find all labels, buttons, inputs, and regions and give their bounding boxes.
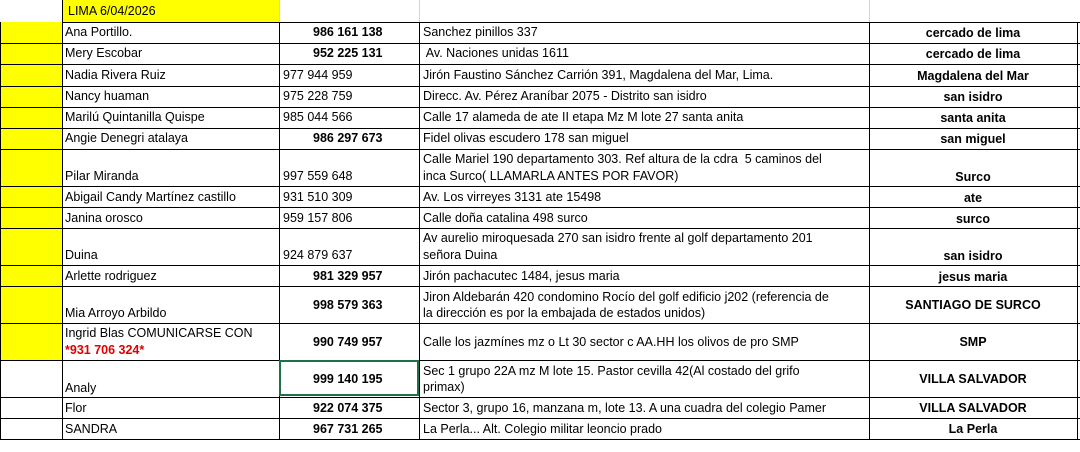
phone-cell[interactable]: 952 225 131 (313, 46, 383, 60)
address-cell-line2[interactable]: la dirección es por la embajada de estados unidos) (423, 306, 706, 320)
phone-cell[interactable]: 977 944 959 (283, 68, 353, 82)
district-cell[interactable]: surco (955, 212, 991, 226)
address-cell-line1[interactable]: Sec 1 grupo 22A mz M lote 15. Pastor cevilla 42(Al costado del grifo (423, 364, 800, 378)
name-cell[interactable]: Abigail Candy Martínez castillo (65, 190, 236, 204)
address-cell[interactable]: Sector 3, grupo 16, manzana m, lote 13. A una cuadra del colegio Pamer (423, 401, 827, 415)
phone-cell[interactable]: 975 228 759 (283, 89, 353, 103)
name-cell[interactable]: SANDRA (65, 422, 118, 436)
district-cell[interactable]: VILLA SALVADOR (919, 401, 1027, 415)
name-cell[interactable]: Marilú Quintanilla Quispe (65, 110, 205, 124)
phone-cell[interactable]: 998 579 363 (313, 298, 383, 312)
row-border (0, 186, 1080, 187)
row-border (0, 418, 1080, 419)
marker-column-fill (0, 22, 62, 361)
name-cell[interactable]: Mery Escobar (65, 46, 143, 60)
row-border (0, 43, 1080, 44)
row-border (0, 228, 1080, 229)
name-cell[interactable]: Arlette rodriguez (65, 269, 157, 283)
selected-cell-outline (279, 360, 419, 396)
address-cell[interactable]: Calle doña catalina 498 surco (423, 211, 588, 225)
district-cell[interactable]: san isidro (943, 249, 1003, 263)
phone-cell[interactable]: 959 157 806 (283, 211, 353, 225)
name-cell[interactable]: Pilar Miranda (65, 169, 139, 183)
row-border (0, 64, 1080, 65)
name-cell[interactable]: Nadia Rivera Ruiz (65, 68, 166, 82)
phone-cell[interactable]: 931 510 309 (283, 190, 353, 204)
phone-cell[interactable]: 999 140 195 (313, 372, 383, 386)
col-border (62, 0, 63, 439)
row-border (0, 265, 1080, 266)
name-cell[interactable]: Duina (65, 248, 98, 262)
name-cell[interactable]: Ingrid Blas COMUNICARSE CON (65, 326, 253, 340)
address-cell[interactable]: La Perla... Alt. Colegio militar leoncio prado (423, 422, 663, 436)
row-border (0, 397, 1080, 398)
row-border (0, 86, 1080, 87)
address-cell[interactable]: Calle los jazmínes mz o Lt 30 sector c AA.HH los olivos de pro SMP (423, 335, 799, 349)
address-cell-line1[interactable]: Jiron Aldebarán 420 condomino Rocío del golf edificio j202 (referencia de (423, 290, 829, 304)
address-cell[interactable]: Calle 17 alameda de ate II etapa Mz M lote 27 santa anita (423, 110, 744, 124)
district-cell[interactable]: cercado de lima (925, 47, 1021, 61)
address-cell-line2[interactable]: inca Surco( LLAMARLA ANTES POR FAVOR) (423, 169, 679, 183)
address-cell[interactable]: Fidel olivas escudero 178 san miguel (423, 131, 629, 145)
name-cell[interactable]: Ana Portillo. (65, 25, 133, 39)
district-cell[interactable]: santa anita (940, 111, 1006, 125)
address-cell[interactable]: Jirón Faustino Sánchez Carrión 391, Magdalena del Mar, Lima. (423, 68, 774, 82)
row-border (0, 207, 1080, 208)
col-border (279, 0, 280, 22)
district-cell[interactable]: VILLA SALVADOR (919, 372, 1027, 386)
district-cell[interactable]: Surco (955, 170, 991, 184)
phone-cell[interactable]: 997 559 648 (283, 169, 353, 183)
phone-cell[interactable]: 985 044 566 (283, 110, 353, 124)
row-border (0, 360, 1080, 361)
phone-cell[interactable]: 990 749 957 (313, 335, 383, 349)
address-cell[interactable]: Sanchez pinillos 337 (423, 25, 538, 39)
address-cell-line1[interactable]: Av aurelio miroquesada 270 san isidro frente al golf departamento 201 (423, 231, 813, 245)
name-cell[interactable]: Janina orosco (65, 211, 143, 225)
row-border (0, 323, 1080, 324)
col-border (869, 0, 870, 22)
name-cell[interactable]: Angie Denegri atalaya (65, 131, 188, 145)
col-border (419, 22, 420, 439)
name-cell[interactable]: Flor (65, 401, 87, 415)
col-border (1077, 22, 1078, 439)
district-cell[interactable]: SMP (959, 335, 987, 349)
row-border (0, 286, 1080, 287)
phone-cell[interactable]: 922 074 375 (313, 401, 383, 415)
district-cell[interactable]: ate (963, 191, 983, 205)
district-cell[interactable]: SANTIAGO DE SURCO (905, 298, 1041, 312)
col-border (419, 0, 420, 22)
district-cell[interactable]: san isidro (943, 90, 1003, 104)
name-cell[interactable]: Nancy huaman (65, 89, 150, 103)
phone-cell[interactable]: 986 297 673 (313, 131, 383, 145)
district-cell[interactable]: cercado de lima (925, 26, 1021, 40)
row-border (0, 128, 1080, 129)
phone-cell[interactable]: 981 329 957 (313, 269, 383, 283)
address-cell[interactable]: Av. Los virreyes 3131 ate 15498 (423, 190, 602, 204)
name-cell-red-phone[interactable]: *931 706 324* (65, 343, 145, 357)
address-cell-line2[interactable]: primax) (423, 380, 465, 394)
phone-cell[interactable]: 924 879 637 (283, 248, 353, 262)
name-cell[interactable]: Mia Arroyo Arbildo (65, 306, 167, 320)
address-cell[interactable]: Jirón pachacutec 1484, jesus maria (423, 269, 620, 283)
name-cell[interactable]: Analy (65, 381, 97, 395)
row-border (0, 149, 1080, 150)
phone-cell[interactable]: 967 731 265 (313, 422, 383, 436)
district-cell[interactable]: jesus maria (938, 270, 1008, 284)
district-cell[interactable]: La Perla (948, 422, 998, 436)
address-cell[interactable]: Av. Naciones unidas 1611 (423, 46, 569, 60)
row-border (0, 107, 1080, 108)
address-cell-line2[interactable]: señora Duina (423, 248, 498, 262)
col-border (0, 22, 1, 439)
row-border (62, 22, 1080, 23)
address-cell[interactable]: Direcc. Av. Pérez Araníbar 2075 - Distrito san isidro (423, 89, 707, 103)
row-border (0, 439, 1080, 440)
district-cell[interactable]: san miguel (940, 132, 1006, 146)
sheet-title-cell[interactable]: LIMA 6/04/2026 (68, 4, 156, 18)
address-cell-line1[interactable]: Calle Mariel 190 departamento 303. Ref altura de la cdra 5 caminos del (423, 152, 822, 166)
district-cell[interactable]: Magdalena del Mar (917, 69, 1029, 83)
phone-cell[interactable]: 986 161 138 (313, 25, 383, 39)
